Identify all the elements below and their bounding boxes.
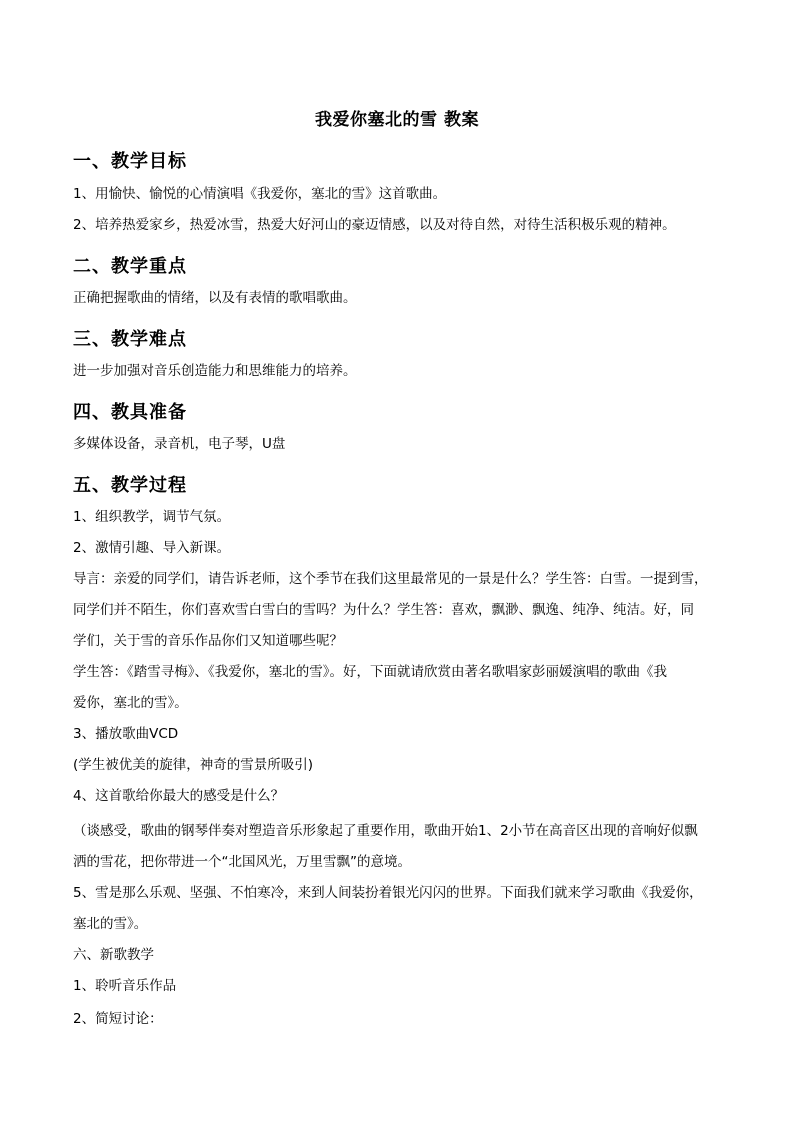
paragraph: 4、这首歌给你最大的感受是什么？ — [73, 788, 285, 804]
heading-difficulties: 三、教学难点 — [73, 329, 187, 350]
paragraph: 1、聆听音乐作品 — [73, 978, 177, 994]
paragraph-line: 爱你，塞北的雪》。 — [73, 695, 188, 711]
paragraph-line: 导言：亲爱的同学们，请告诉老师，这个季节在我们这里最常见的一景是什么？学生答：白雪。一提到雪， — [73, 571, 708, 587]
paragraph-line: 同学们并不陌生，你们喜欢雪白雪白的雪吗？为什么？学生答：喜欢，飘渺、飘逸、纯净、纯洁。好，同 — [73, 602, 694, 618]
heading-teaching-goals: 一、教学目标 — [73, 151, 187, 172]
paragraph: 2、简短讨论： — [73, 1011, 163, 1027]
paragraph: 1、组织教学，调节气氛。 — [73, 509, 231, 525]
paragraph: 3、播放歌曲VCD — [73, 726, 179, 742]
paragraph-line: 学们，关于雪的音乐作品你们又知道哪些呢？ — [73, 633, 343, 649]
paragraph: 1、用愉快、愉悦的心情演唱《我爱你，塞北的雪》这首歌曲。 — [73, 186, 447, 202]
document-title: 我爱你塞北的雪 教案 — [315, 110, 479, 130]
heading-key-points: 二、教学重点 — [73, 256, 187, 277]
paragraph: 2、培养热爱家乡，热爱冰雪，热爱大好河山的豪迈情感，以及对待自然，对待生活积极乐观的精神。 — [73, 217, 676, 233]
paragraph-line: 5、雪是那么乐观、坚强、不怕寒冷，来到人间装扮着银光闪闪的世界。下面我们就来学习歌曲《我爱你， — [73, 885, 703, 901]
paragraph: 进一步加强对音乐创造能力和思维能力的培养。 — [73, 363, 357, 379]
paragraph: 六、新歌教学 — [73, 947, 154, 963]
paragraph-line: 塞北的雪》。 — [73, 916, 148, 932]
paragraph: 多媒体设备，录音机，电子琴，U盘 — [73, 436, 286, 452]
heading-teaching-process: 五、教学过程 — [73, 475, 187, 496]
paragraph-line: （谈感受，歌曲的钢琴伴奏对塑造音乐形象起了重要作用，歌曲开始1、2小节在高音区出现的音响好似飘 — [73, 823, 698, 839]
paragraph-line: 学生答：《踏雪寻梅》、《我爱你，塞北的雪》。好，下面就请欣赏由著名歌唱家彭丽媛演唱的歌曲《我 — [73, 664, 667, 680]
paragraph: 2、激情引趣、导入新课。 — [73, 540, 231, 556]
paragraph-line: 洒的雪花，把你带进一个“北国风光，万里雪飘”的意境。 — [73, 854, 411, 870]
paragraph: (学生被优美的旋律，神奇的雪景所吸引) — [73, 757, 314, 773]
paragraph: 正确把握歌曲的情绪，以及有表情的歌唱歌曲。 — [73, 290, 357, 306]
heading-teaching-aids: 四、教具准备 — [73, 402, 187, 423]
